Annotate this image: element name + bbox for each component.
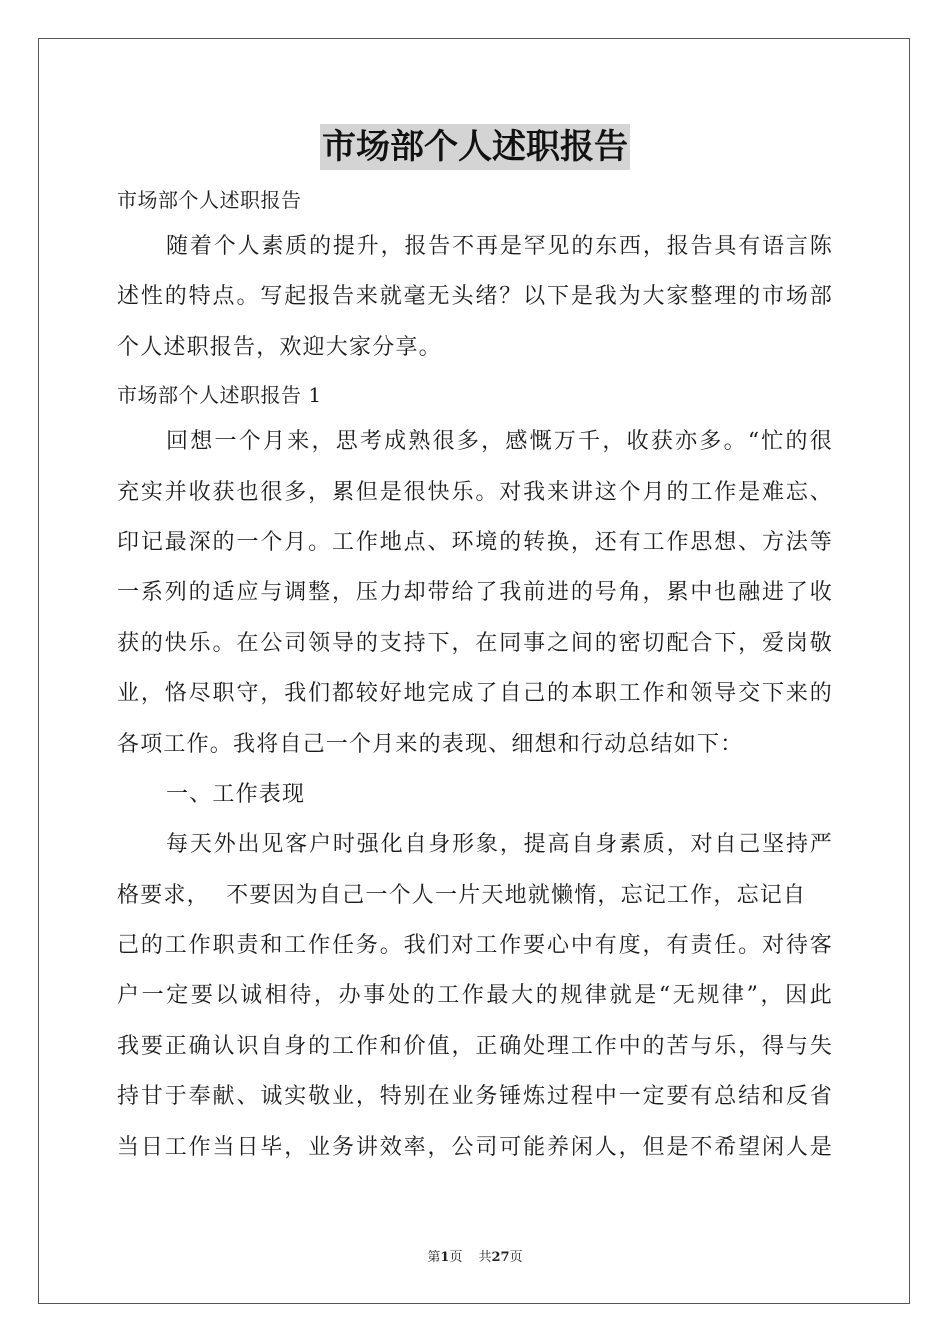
paragraph-line: 一系列的适应与调整，压力却带给了我前进的号角，累中也融进了收 <box>117 580 833 606</box>
paragraph-line: 持甘于奉献、诚实敬业，特别在业务锤炼过程中一定要有总结和反省 <box>117 1084 833 1110</box>
page-footer <box>0 1246 950 1265</box>
total-page-count: 27 <box>491 1250 510 1265</box>
title-container <box>0 124 950 170</box>
paragraph-line: 述性的特点。写起报告来就毫无头绪？以下是我为大家整理的市场部 <box>117 284 833 310</box>
document-title: 市场部个人述职报告 <box>320 124 630 170</box>
paragraph-line: 己的工作职责和工作任务。我们对工作要心中有度，有责任。对待客 <box>117 933 833 959</box>
document-body <box>117 178 833 1173</box>
paragraph-line: 每天外出见客户时强化自身形象，提高自身素质，对自己坚持严 <box>166 832 833 858</box>
total-suffix: 页 <box>509 1250 523 1265</box>
section-heading: 一、工作表现 <box>166 781 306 807</box>
paragraph-line: 充实并收获也很多，累但是很快乐。对我来讲这个月的工作是难忘、 <box>117 479 833 505</box>
paragraph-line: 回想一个月来，思考成熟很多，感慨万千，收获亦多。“忙的很 <box>166 429 833 455</box>
paragraph-line: 各项工作。我将自己一个月来的表现、细想和行动总结如下： <box>117 731 744 757</box>
paragraph-line: 当日工作当日毕，业务讲效率，公司可能养闲人，但是不希望闲人是 <box>117 1134 833 1160</box>
paragraph-line: 个人述职报告，欢迎大家分享。 <box>117 334 442 360</box>
paragraph-line: 业，恪尽职守，我们都较好地完成了自己的本职工作和领导交下来的 <box>117 681 833 707</box>
paragraph-line: 户一定要以诚相待，办事处的工作最大的规律就是“无规律”，因此 <box>117 983 833 1009</box>
page-prefix: 第 <box>427 1250 441 1265</box>
current-page-number: 1 <box>440 1250 450 1265</box>
paragraph-line: 格要求， 不要因为自己一个人一片天地就懒惰，忘记工作，忘记自 <box>117 882 807 908</box>
subtitle-line: 市场部个人述职报告 <box>117 188 302 212</box>
total-prefix: 共 <box>478 1250 492 1265</box>
page-suffix: 页 <box>449 1250 463 1265</box>
paragraph-line: 获的快乐。在公司领导的支持下，在同事之间的密切配合下，爱岗敬 <box>117 630 833 656</box>
paragraph-line: 印记最深的一个月。工作地点、环境的转换，还有工作思想、方法等 <box>117 529 833 555</box>
paragraph-line: 我要正确认识自身的工作和价值，正确处理工作中的苦与乐，得与失 <box>117 1033 833 1059</box>
paragraph-line: 随着个人素质的提升，报告不再是罕见的东西，报告具有语言陈 <box>166 234 833 259</box>
section-heading: 市场部个人述职报告 1 <box>117 383 322 408</box>
